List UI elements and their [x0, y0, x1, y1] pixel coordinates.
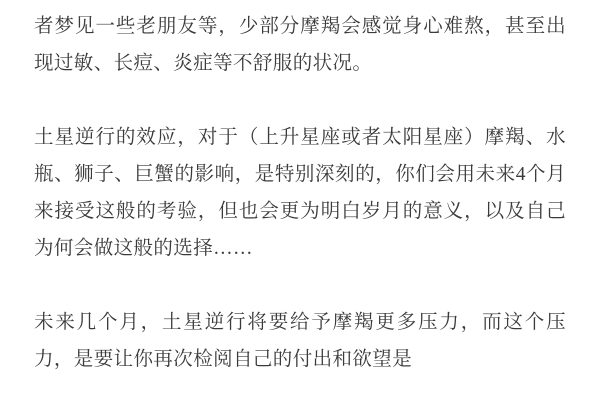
paragraph-1: 者梦见一些老朋友等，少部分摩羯会感觉身心难熬，甚至出现过敏、长痘、炎症等不舒服的状况。	[34, 16, 566, 74]
paragraph-3: 未来几个月，土星逆行将要给予摩羯更多压力，而这个压力，是要让你再次检阅自己的付出和欲望是	[34, 312, 566, 370]
paragraph-2: 土星逆行的效应，对于（上升星座或者太阳星座）摩羯、水瓶、狮子、巨蟹的影响，是特别深刻的，你们会用未来4个月来接受这般的考验，但也会更为明白岁月的意义，以及自己为何会做这般的选择……	[34, 127, 566, 259]
